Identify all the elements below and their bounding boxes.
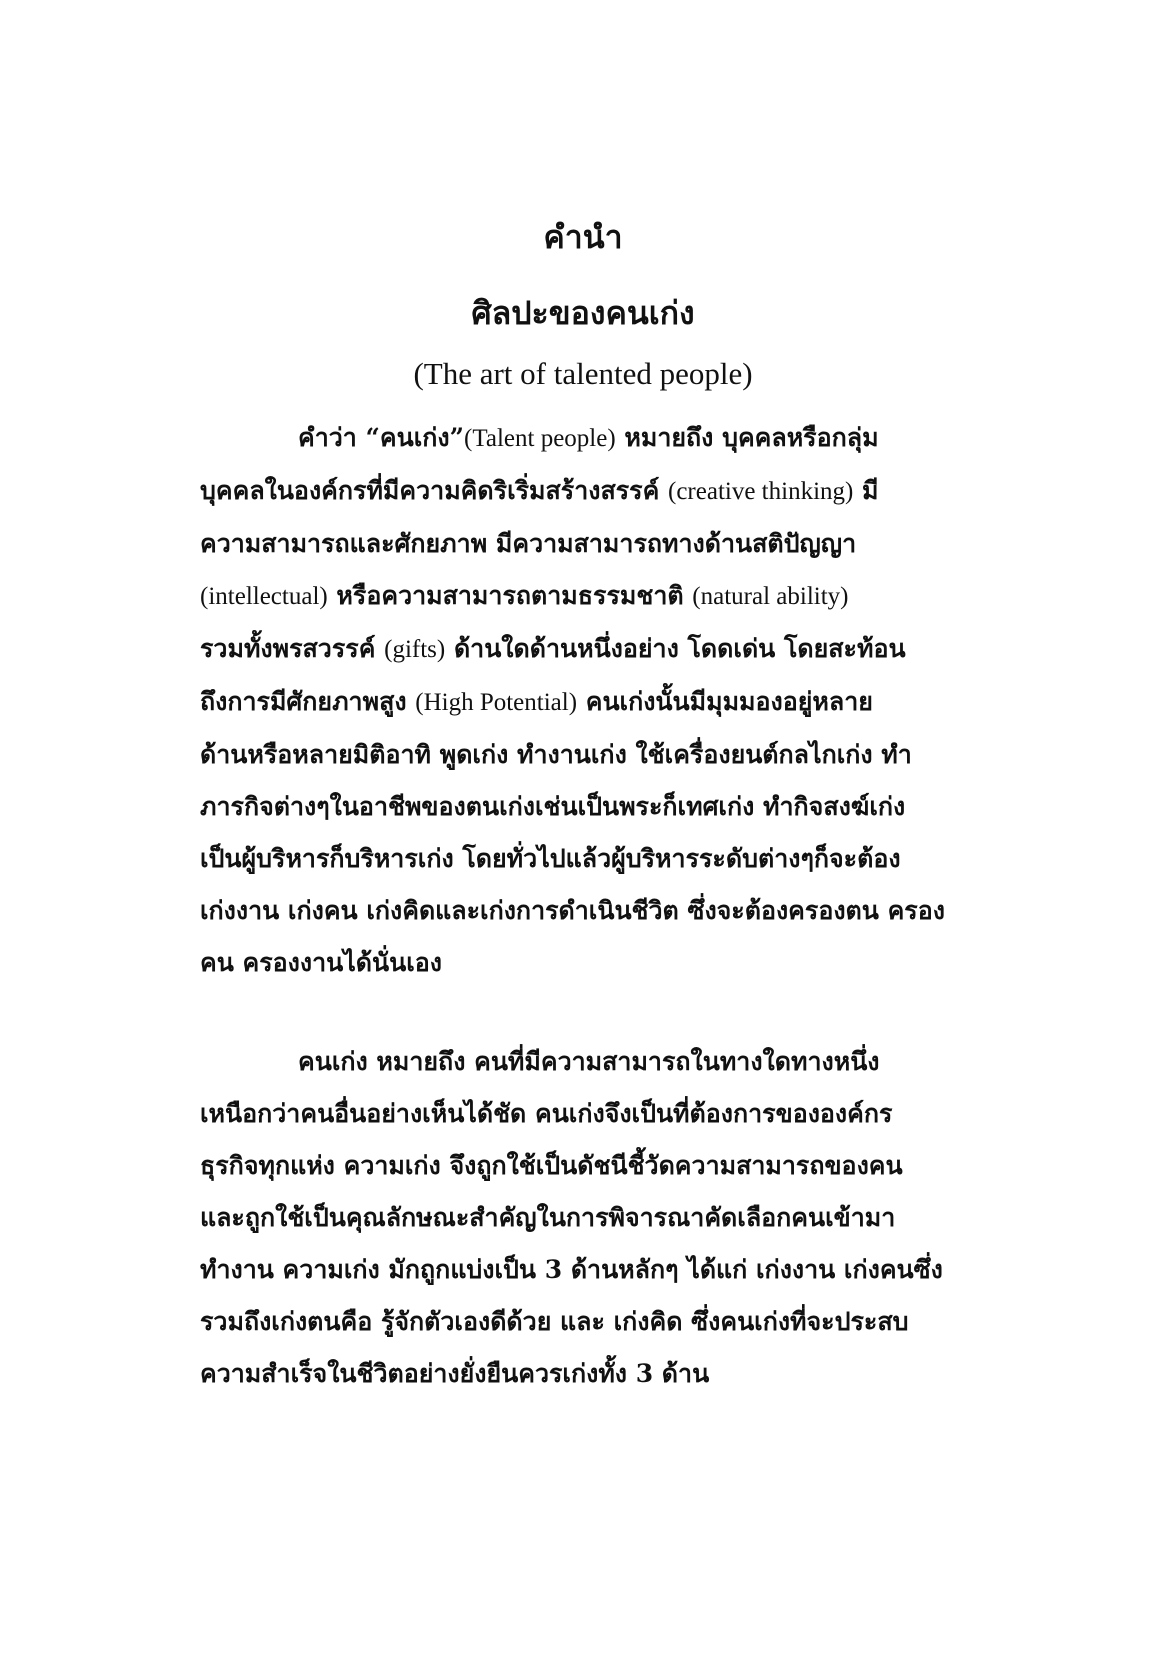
text-span: ด้านหรือหลายมิติอาทิ พูดเก่ง ทำงานเก่ง ใช้เครื่องยนต์กลไกเก่ง ทำ	[200, 740, 912, 769]
text-span: บุคคลในองค์กรที่มีความคิดริเริ่มสร้างสรรค์	[200, 476, 668, 505]
paragraph-line	[200, 937, 970, 989]
text-span: รวมทั้งพรสวรรค์	[200, 634, 385, 663]
paragraph-line	[200, 1192, 970, 1244]
paragraph-line	[200, 781, 970, 833]
paragraph-talent-meaning	[200, 1036, 970, 1400]
paragraph-line	[200, 518, 970, 570]
paragraph-talent-definition	[200, 412, 970, 989]
english-term: (creative thinking)	[668, 478, 854, 505]
preface-title: คำนำ	[543, 218, 623, 256]
text-span: หมายถึง บุคคลหรือกลุ่ม	[615, 423, 879, 452]
text-span: ธุรกิจทุกแห่ง ความเก่ง จึงถูกใช้เป็นดัชนีชี้วัดความสามารถของคน	[200, 1151, 903, 1180]
paragraph-line	[200, 676, 970, 729]
paragraph-line	[200, 1244, 970, 1296]
text-span: เหนือกว่าคนอื่นอย่างเห็นได้ชัด คนเก่งจึงเป็นที่ต้องการขององค์กร	[200, 1099, 893, 1128]
paragraph-line	[200, 1036, 970, 1088]
paragraph-line	[200, 465, 970, 518]
paragraph-line	[200, 1140, 970, 1192]
text-span: ความสำเร็จในชีวิตอย่างยั่งยืนควรเก่งทั้ง 3 ด้าน	[200, 1359, 710, 1388]
paragraph-line	[200, 1088, 970, 1140]
text-span: เก่งงาน เก่งคน เก่งคิดและเก่งการดำเนินชีวิต ซึ่งจะต้องครองตน ครอง	[200, 896, 945, 925]
paragraph-line	[200, 729, 970, 781]
paragraph-line	[200, 833, 970, 885]
paragraph-line	[200, 1296, 970, 1348]
text-span: และถูกใช้เป็นคุณลักษณะสำคัญในการพิจารณาคัดเลือกคนเข้ามา	[200, 1203, 896, 1232]
talent-term: “คนเก่ง”	[365, 423, 465, 452]
paragraph-line	[200, 885, 970, 937]
paragraph-line	[200, 1348, 970, 1400]
english-term: (High Potential)	[415, 689, 578, 716]
text-span: ภารกิจต่างๆในอาชีพของตนเก่งเช่นเป็นพระก็เทศเก่ง ทำกิจสงฆ์เก่ง	[200, 792, 906, 821]
text-span: คนเก่งนั้นมีมุมมองอยู่หลาย	[577, 687, 873, 716]
text-span: ความสามารถและศักยภาพ มีความสามารถทางด้านสติปัญญา	[200, 529, 857, 558]
text-span: คำว่า	[298, 423, 366, 452]
text-span: มี	[853, 476, 879, 505]
text-span: ด้านใดด้านหนึ่งอย่าง โดดเด่น โดยสะท้อน	[445, 634, 906, 663]
text-span: ทำงาน ความเก่ง มักถูกแบ่งเป็น 3 ด้านหลักๆ ได้แก่ เก่งงาน เก่งคนซึ่ง	[200, 1255, 943, 1284]
english-term: (natural ability)	[692, 583, 849, 610]
paragraph-line	[200, 623, 970, 676]
text-span: ถึงการมีศักยภาพสูง	[200, 687, 416, 716]
text-span: คนเก่ง หมายถึง คนที่มีความสามารถในทางใดทางหนึ่ง	[298, 1047, 880, 1076]
english-term: (Talent people)	[464, 425, 616, 452]
text-span: เป็นผู้บริหารก็บริหารเก่ง โดยทั่วไปแล้วผู้บริหารระดับต่างๆก็จะต้อง	[200, 844, 901, 873]
text-span: คน ครองงานได้นั่นเอง	[200, 948, 442, 977]
text-span: รวมถึงเก่งตนคือ รู้จักตัวเองดีด้วย และ เก่งคิด ซึ่งคนเก่งที่จะประสบ	[200, 1307, 909, 1336]
paragraph-line	[200, 570, 970, 623]
paragraph-line	[200, 412, 970, 465]
english-term: (gifts)	[384, 636, 446, 663]
text-span: หรือความสามารถตามธรรมชาติ	[327, 581, 693, 610]
book-title-english: (The art of talented people)	[413, 356, 753, 391]
english-term: (intellectual)	[200, 583, 328, 610]
book-title: ศิลปะของคนเก่ง	[471, 294, 695, 332]
